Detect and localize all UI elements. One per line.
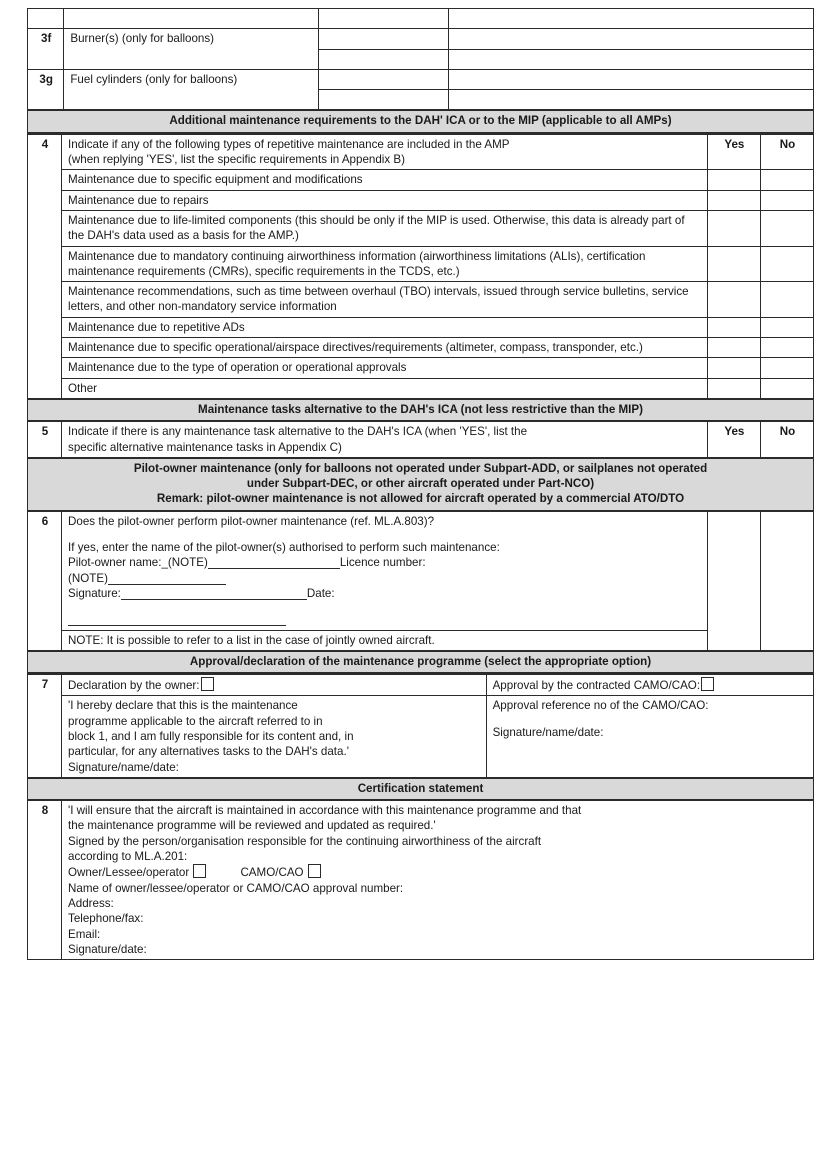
pilot-owner-header-line2: under Subpart-DEC, or other aircraft operated under Part-NCO) [246,477,595,491]
row-number-7: 7 [28,675,62,778]
row-4-item-label: Maintenance due to life-limited components (this should be only if the MIP is used. Otherwise, this data is already part of the DAH's data used as a basis for the AMP.) [62,210,708,246]
row-4-item-label: Maintenance due to specific equipment and modifications [62,170,708,190]
row-4-prompt-line1: Indicate if any of the following types of repetitive maintenance are included in the AMP [68,137,510,151]
section-header-alternative-tasks [28,399,814,421]
table-row-4-item-1 [28,170,814,190]
section-header-additional-maintenance [28,110,814,132]
row-3f-field-b1[interactable] [449,29,814,49]
table-row-4-item-8 [28,358,814,378]
table-row-4-item-4 [28,246,814,282]
table-row-4 [28,134,814,170]
row-4-item-no-cell[interactable] [760,170,813,190]
row-4-item-no-cell[interactable] [760,282,813,318]
row-4-item-yes-cell[interactable] [707,338,760,358]
row-description-3f: Burner(s) (only for balloons) [64,29,319,70]
row-number-3f: 3f [28,29,64,70]
row-6-name-line [68,555,702,570]
table-row [28,9,814,29]
row-number-6: 6 [28,511,62,651]
row-4-item-label: Maintenance due to repairs [62,190,708,210]
licence-number-input[interactable] [108,571,226,585]
date-label: Date: [306,586,335,600]
row-3f-field-a2[interactable] [318,49,448,69]
section-header-label: Additional maintenance requirements to the DAH' ICA or to the MIP (applicable to all AMPs) [28,110,814,132]
table-row-7-body [28,696,814,778]
row-7-right-option [486,675,813,696]
spacer [493,714,808,725]
signature-label: Signature: [68,586,121,600]
row-6-body [62,511,708,630]
pilot-owner-header-line1: Pilot-owner maintenance (only for balloons not operated under Subpart-ADD, or sailplanes not operated [133,461,708,475]
row-4-item-label: Other [62,378,708,399]
row-description [64,9,319,29]
row-4-item-no-cell[interactable] [760,358,813,378]
owner-lessee-operator-checkbox[interactable] [193,864,206,878]
row-6-extra-line [68,612,702,627]
licence-number-label: Licence number: [339,556,426,570]
note-label: (NOTE) [68,571,108,585]
row-4-item-yes-cell[interactable] [707,378,760,399]
certification-signature-label: Signature/date: [68,942,147,956]
row-4-prompt-line2: (when replying 'YES', list the specific requirements in Appendix B) [68,153,405,167]
certification-line2: the maintenance programme will be reviewed and updated as required.' [68,819,436,833]
row-number-4: 4 [28,134,62,399]
row-number-8: 8 [28,800,62,959]
amp-form-table [27,8,814,134]
section-header-approval-declaration [28,651,814,673]
table-row-4-item-2 [28,190,814,210]
row-4-item-label: Maintenance recommendations, such as time between overhaul (TBO) intervals, issued through service bulletins, service letters, and other non-mandatory service information [62,282,708,318]
row-4-item-label: Maintenance due to the type of operation or operational approvals [62,358,708,378]
certification-address-label: Address: [68,896,114,910]
row-3g-field-b1[interactable] [449,69,814,89]
row-7-right-body [486,696,813,778]
row-4-item-label: Maintenance due to repetitive ADs [62,317,708,337]
row-field-b[interactable] [449,9,814,29]
row-4-item-no-cell[interactable] [760,246,813,282]
approval-reference-label: Approval reference no of the CAMO/CAO: [492,699,709,713]
row-6-yes-cell[interactable] [707,511,760,651]
row-6-question: Does the pilot-owner perform pilot-owner maintenance (ref. ML.A.803)? [68,514,435,528]
table-row-7 [28,675,814,696]
row-4-item-yes-cell[interactable] [707,282,760,318]
row-5-no-header: No [760,421,813,458]
declaration-owner-checkbox[interactable] [201,677,214,691]
extra-signature-input[interactable] [68,612,286,626]
row-3g-field-a1[interactable] [318,69,448,89]
row-number [28,9,64,29]
certification-line3: Signed by the person/organisation responsible for the continuing airworthiness of the aircraft [68,834,542,848]
row-4-item-yes-cell[interactable] [707,246,760,282]
certification-checkbox-line [68,864,808,880]
section-header-label [28,458,814,511]
row-4-item-no-cell[interactable] [760,317,813,337]
declaration-owner-label: Declaration by the owner: [68,679,200,693]
spacer [68,529,702,540]
row-4-item-yes-cell[interactable] [707,210,760,246]
row-6-no-cell[interactable] [760,511,813,651]
camo-cao-checkbox[interactable] [308,864,321,878]
table-row-4-item-3 [28,210,814,246]
row-field-a[interactable] [318,9,448,29]
declaration-line2: programme applicable to the aircraft referred to in [68,714,323,728]
row-3f-field-b2[interactable] [449,49,814,69]
row-5-line1: Indicate if there is any maintenance task alternative to the DAH's ICA (when 'YES', list the [68,425,528,439]
declaration-line4: particular, for any alternatives tasks to the DAH's data.' [68,745,349,759]
table-row-4-item-7 [28,338,814,358]
column-header-yes: Yes [707,134,760,170]
row-6-note-line [68,571,702,586]
table-row-4-item-5 [28,282,814,318]
pilot-owner-name-input[interactable] [208,555,340,569]
row-number-3g: 3g [28,69,64,110]
table-row-4-item-9 [28,378,814,399]
row-4-item-yes-cell[interactable] [707,170,760,190]
row-4-item-label: Maintenance due to specific operational/airspace directives/requirements (altimeter, compass, transponder, etc.) [62,338,708,358]
row-8-body [62,800,814,959]
approval-camo-checkbox[interactable] [701,677,714,691]
row-4-item-yes-cell[interactable] [707,358,760,378]
table-row-6-note [28,630,814,651]
row-4-item-label: Maintenance due to mandatory continuing airworthiness information (airworthiness limitations (ALIs), certification maintenance requirements (CMRs), specific requirements in the TCDS, etc.) [62,246,708,282]
row-4-item-no-cell[interactable] [760,378,813,399]
table-row-5 [28,421,814,458]
row-4-item-yes-cell[interactable] [707,317,760,337]
declaration-line3: block 1, and I am fully responsible for its content and, in [68,729,354,743]
amp-form-table-approval [27,674,814,960]
row-4-item-no-cell[interactable] [760,338,813,358]
table-row-3f [28,29,814,49]
certification-email-label: Email: [68,927,101,941]
declaration-signature-label: Signature/name/date: [68,760,179,774]
row-7-left-body [62,696,487,778]
row-4-item-no-cell[interactable] [760,190,813,210]
row-3g-field-b2[interactable] [449,90,814,111]
declaration-line1: 'I hereby declare that this is the maintenance [68,699,298,713]
row-4-item-yes-cell[interactable] [707,190,760,210]
signature-input[interactable] [121,586,307,600]
row-6-if-yes: If yes, enter the name of the pilot-owner(s) authorised to perform such maintenance: [68,541,500,555]
row-5-yes-header: Yes [707,421,760,458]
section-header-certification-statement [28,778,814,800]
column-header-no: No [760,134,813,170]
section-header-label: Certification statement [28,778,814,800]
certification-line1: 'I will ensure that the aircraft is maintained in accordance with this maintenance programme and that [68,804,582,818]
spacer [68,601,702,612]
row-number-5: 5 [28,421,62,458]
certification-line4: according to ML.A.201: [68,850,188,864]
row-5-line2: specific alternative maintenance tasks in Appendix C) [68,440,342,454]
section-header-label: Approval/declaration of the maintenance programme (select the appropriate option) [28,651,814,673]
row-4-item-no-cell[interactable] [760,210,813,246]
table-row-3g [28,69,814,89]
certification-name-label: Name of owner/lessee/operator or CAMO/CAO approval number: [68,881,404,895]
approval-camo-label: Approval by the contracted CAMO/CAO: [492,679,701,693]
section-header-pilot-owner [28,458,814,511]
row-3f-field-a1[interactable] [318,29,448,49]
amp-form-table-body [27,134,814,674]
row-6-signature-line [68,586,702,601]
pilot-owner-header-line3: Remark: pilot-owner maintenance is not allowed for aircraft operated by a commercial ATO/DTO [156,492,685,506]
owner-lessee-operator-label: Owner/Lessee/operator [68,866,190,880]
row-description-3g: Fuel cylinders (only for balloons) [64,69,319,110]
row-4-prompt [62,134,708,170]
row-5-prompt [62,421,708,458]
row-3g-field-a2[interactable] [318,90,448,111]
table-row-6 [28,511,814,630]
row-7-left-option [62,675,487,696]
certification-telephone-label: Telephone/fax: [68,912,144,926]
row-6-note-text: NOTE: It is possible to refer to a list in the case of jointly owned aircraft. [62,630,708,651]
pilot-owner-name-label: Pilot-owner name:_(NOTE) [68,556,208,570]
table-row-4-item-6 [28,317,814,337]
camo-cao-label: CAMO/CAO [240,866,304,880]
approval-signature-label: Signature/name/date: [492,725,604,739]
section-header-label: Maintenance tasks alternative to the DAH's ICA (not less restrictive than the MIP) [28,399,814,421]
table-row-8 [28,800,814,959]
